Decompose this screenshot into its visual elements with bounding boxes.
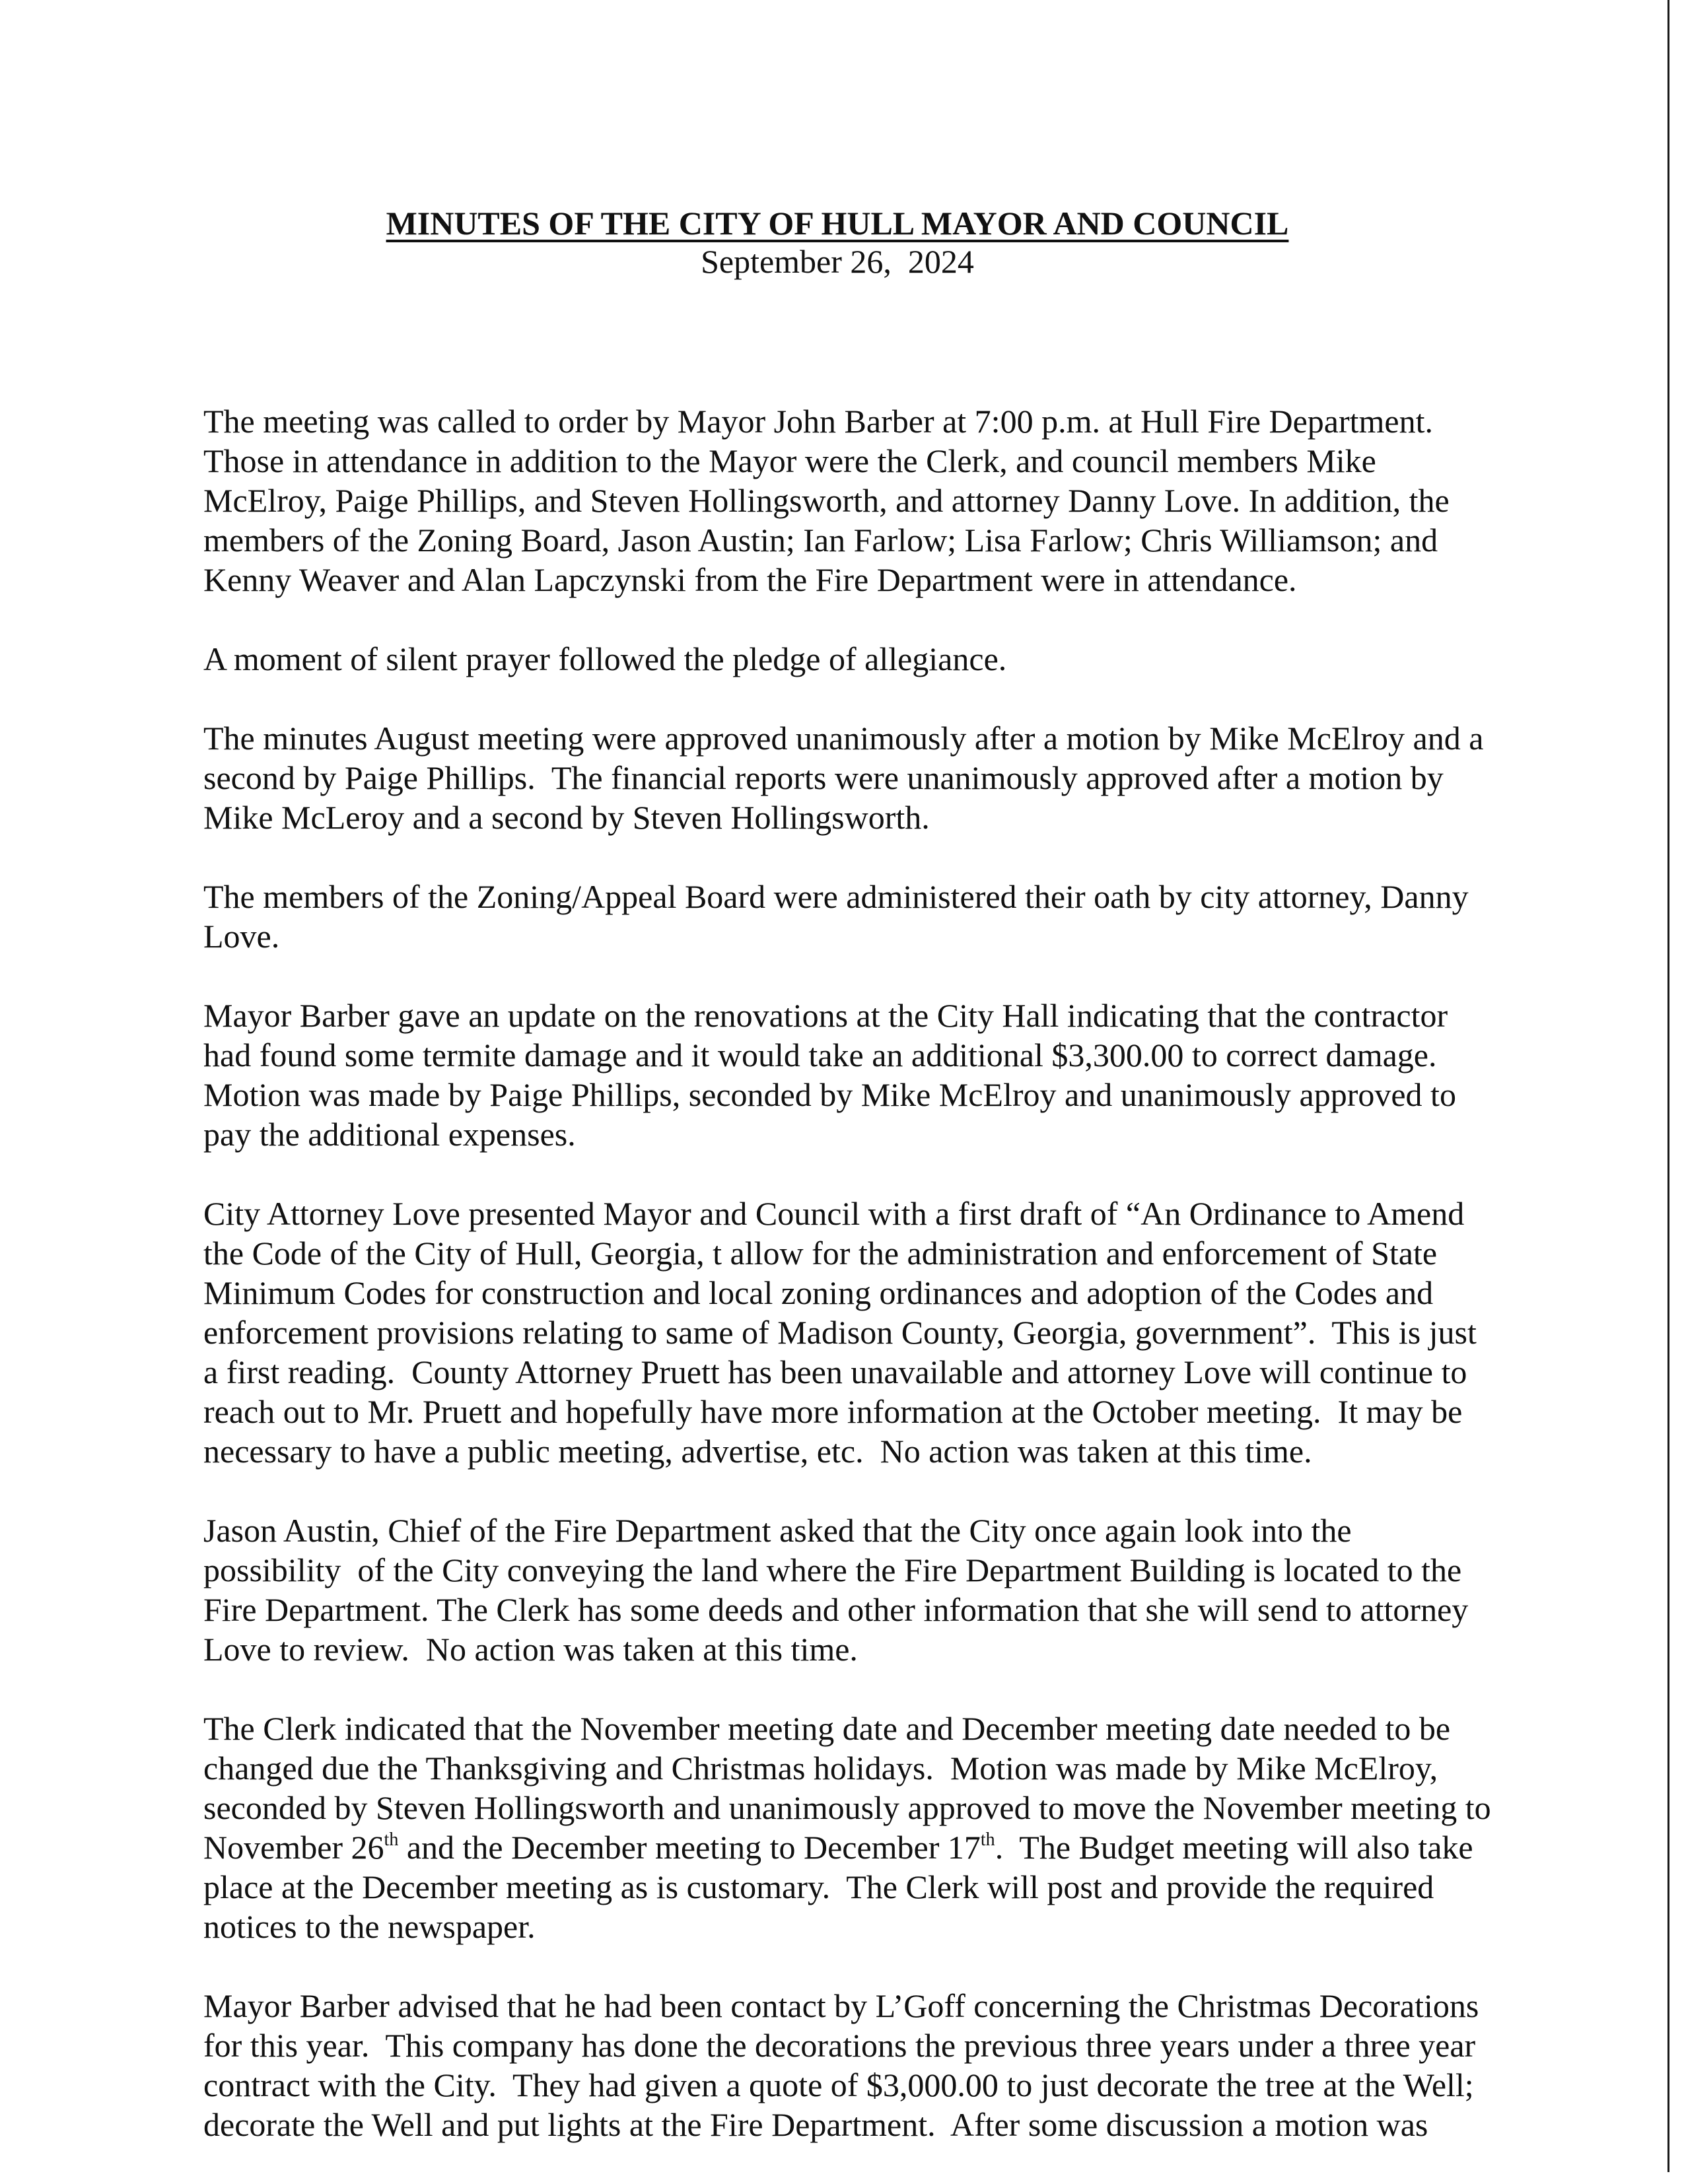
text-line: Love. [203,918,280,955]
text-line: place at the December meeting as is customary. The Clerk will post and provide the required [203,1868,1434,1905]
text-line: City Attorney Love presented Mayor and Council with a first draft of “An Ordinance to Amend [203,1195,1465,1232]
text-line: enforcement provisions relating to same of Madison County, Georgia, government”. This is just [203,1314,1477,1351]
text-fragment: November 26 [203,1829,384,1866]
text-line: Those in attendance in addition to the Mayor were the Clerk, and council members Mike [203,442,1376,479]
text-line: Motion was made by Paige Phillips, seconded by Mike McElroy and unanimously approved to [203,1076,1456,1113]
text-line: The minutes August meeting were approved unanimously after a motion by Mike McElroy and a [203,720,1484,757]
text-line: necessary to have a public meeting, advertise, etc. No action was taken at this time. [203,1433,1312,1470]
paragraph-call-to-order [203,401,1478,599]
text-line: The Clerk indicated that the November meeting date and December meeting date needed to be [203,1710,1451,1747]
text-line: a first reading. County Attorney Pruett has been unavailable and attorney Love will continue to [203,1353,1467,1390]
text-line: reach out to Mr. Pruett and hopefully have more information at the October meeting. It may be [203,1393,1463,1430]
text-line: the Code of the City of Hull, Georgia, t allow for the administration and enforcement of State [203,1235,1438,1272]
text-line: Minimum Codes for construction and local zoning ordinances and adoption of the Codes and [203,1274,1434,1311]
text-line: seconded by Steven Hollingsworth and unanimously approved to move the November meeting to [203,1789,1491,1826]
text-line: pay the additional expenses. [203,1116,576,1153]
text-line: changed due the Thanksgiving and Christmas holidays. Motion was made by Mike McElroy, [203,1750,1438,1787]
text-line: members of the Zoning Board, Jason Austin; Ian Farlow; Lisa Farlow; Chris Williamson; and [203,522,1438,559]
text-line: possibility of the City conveying the land where the Fire Department Building is located to the [203,1552,1462,1588]
text-line: decorate the Well and put lights at the Fire Department. After some discussion a motion was [203,2106,1428,2143]
paragraph-christmas-decorations [203,1986,1478,2144]
paragraph-meeting-date-changes [203,1709,1491,1946]
paragraph-fire-department-land [203,1511,1478,1669]
paragraph-ordinance-draft [203,1194,1478,1471]
text-line: second by Paige Phillips. The financial reports were unanimously approved after a motion by [203,759,1444,796]
text-line: Fire Department. The Clerk has some deeds and other information that she will send to attorney [203,1591,1469,1628]
paragraph-zoning-oath [203,877,1478,956]
text-line: A moment of silent prayer followed the pledge of allegiance. [203,640,1007,677]
text-line: Mayor Barber gave an update on the renovations at the City Hall indicating that the contractor [203,997,1448,1034]
text-line: The meeting was called to order by Mayor John Barber at 7:00 p.m. at Hull Fire Department. [203,403,1433,440]
text-line: McElroy, Paige Phillips, and Steven Hollingsworth, and attorney Danny Love. In addition, the [203,482,1450,519]
text-line: contract with the City. They had given a quote of $3,000.00 to just decorate the tree at the Well; [203,2066,1474,2103]
scan-edge-line [1667,0,1669,2172]
paragraph-minutes-approval [203,718,1484,837]
text-line: Mike McLeroy and a second by Steven Hollingsworth. [203,799,930,836]
text-fragment: . The Budget meeting will also take [995,1829,1473,1866]
paragraph-city-hall-renovations [203,996,1478,1154]
document-title: MINUTES OF THE CITY OF HULL MAYOR AND COUNCIL [386,205,1289,242]
text-line: for this year. This company has done the decorations the previous three years under a three year [203,2027,1476,2064]
text-line: Jason Austin, Chief of the Fire Department asked that the City once again look into the [203,1512,1352,1549]
text-line: had found some termite damage and it would take an additional $3,300.00 to correct damage. [203,1037,1437,1074]
meeting-date: September 26, 2024 [701,243,974,280]
text-line: notices to the newspaper. [203,1908,536,1945]
text-fragment: and the December meeting to December 17 [398,1829,981,1866]
paragraph-prayer [203,639,1478,679]
ordinal-suffix: th [384,1829,399,1850]
text-line: Mayor Barber advised that he had been contact by L’Goff concerning the Christmas Decorations [203,1987,1479,2024]
text-line: The members of the Zoning/Appeal Board were administered their oath by city attorney, Danny [203,878,1469,915]
document-header [0,203,1675,281]
text-line-with-ordinals [203,1827,1478,1867]
text-line: Kenny Weaver and Alan Lapczynski from the Fire Department were in attendance. [203,561,1297,598]
ordinal-suffix: th [980,1829,995,1850]
minutes-body [203,401,1491,2184]
text-line: Love to review. No action was taken at this time. [203,1631,858,1668]
